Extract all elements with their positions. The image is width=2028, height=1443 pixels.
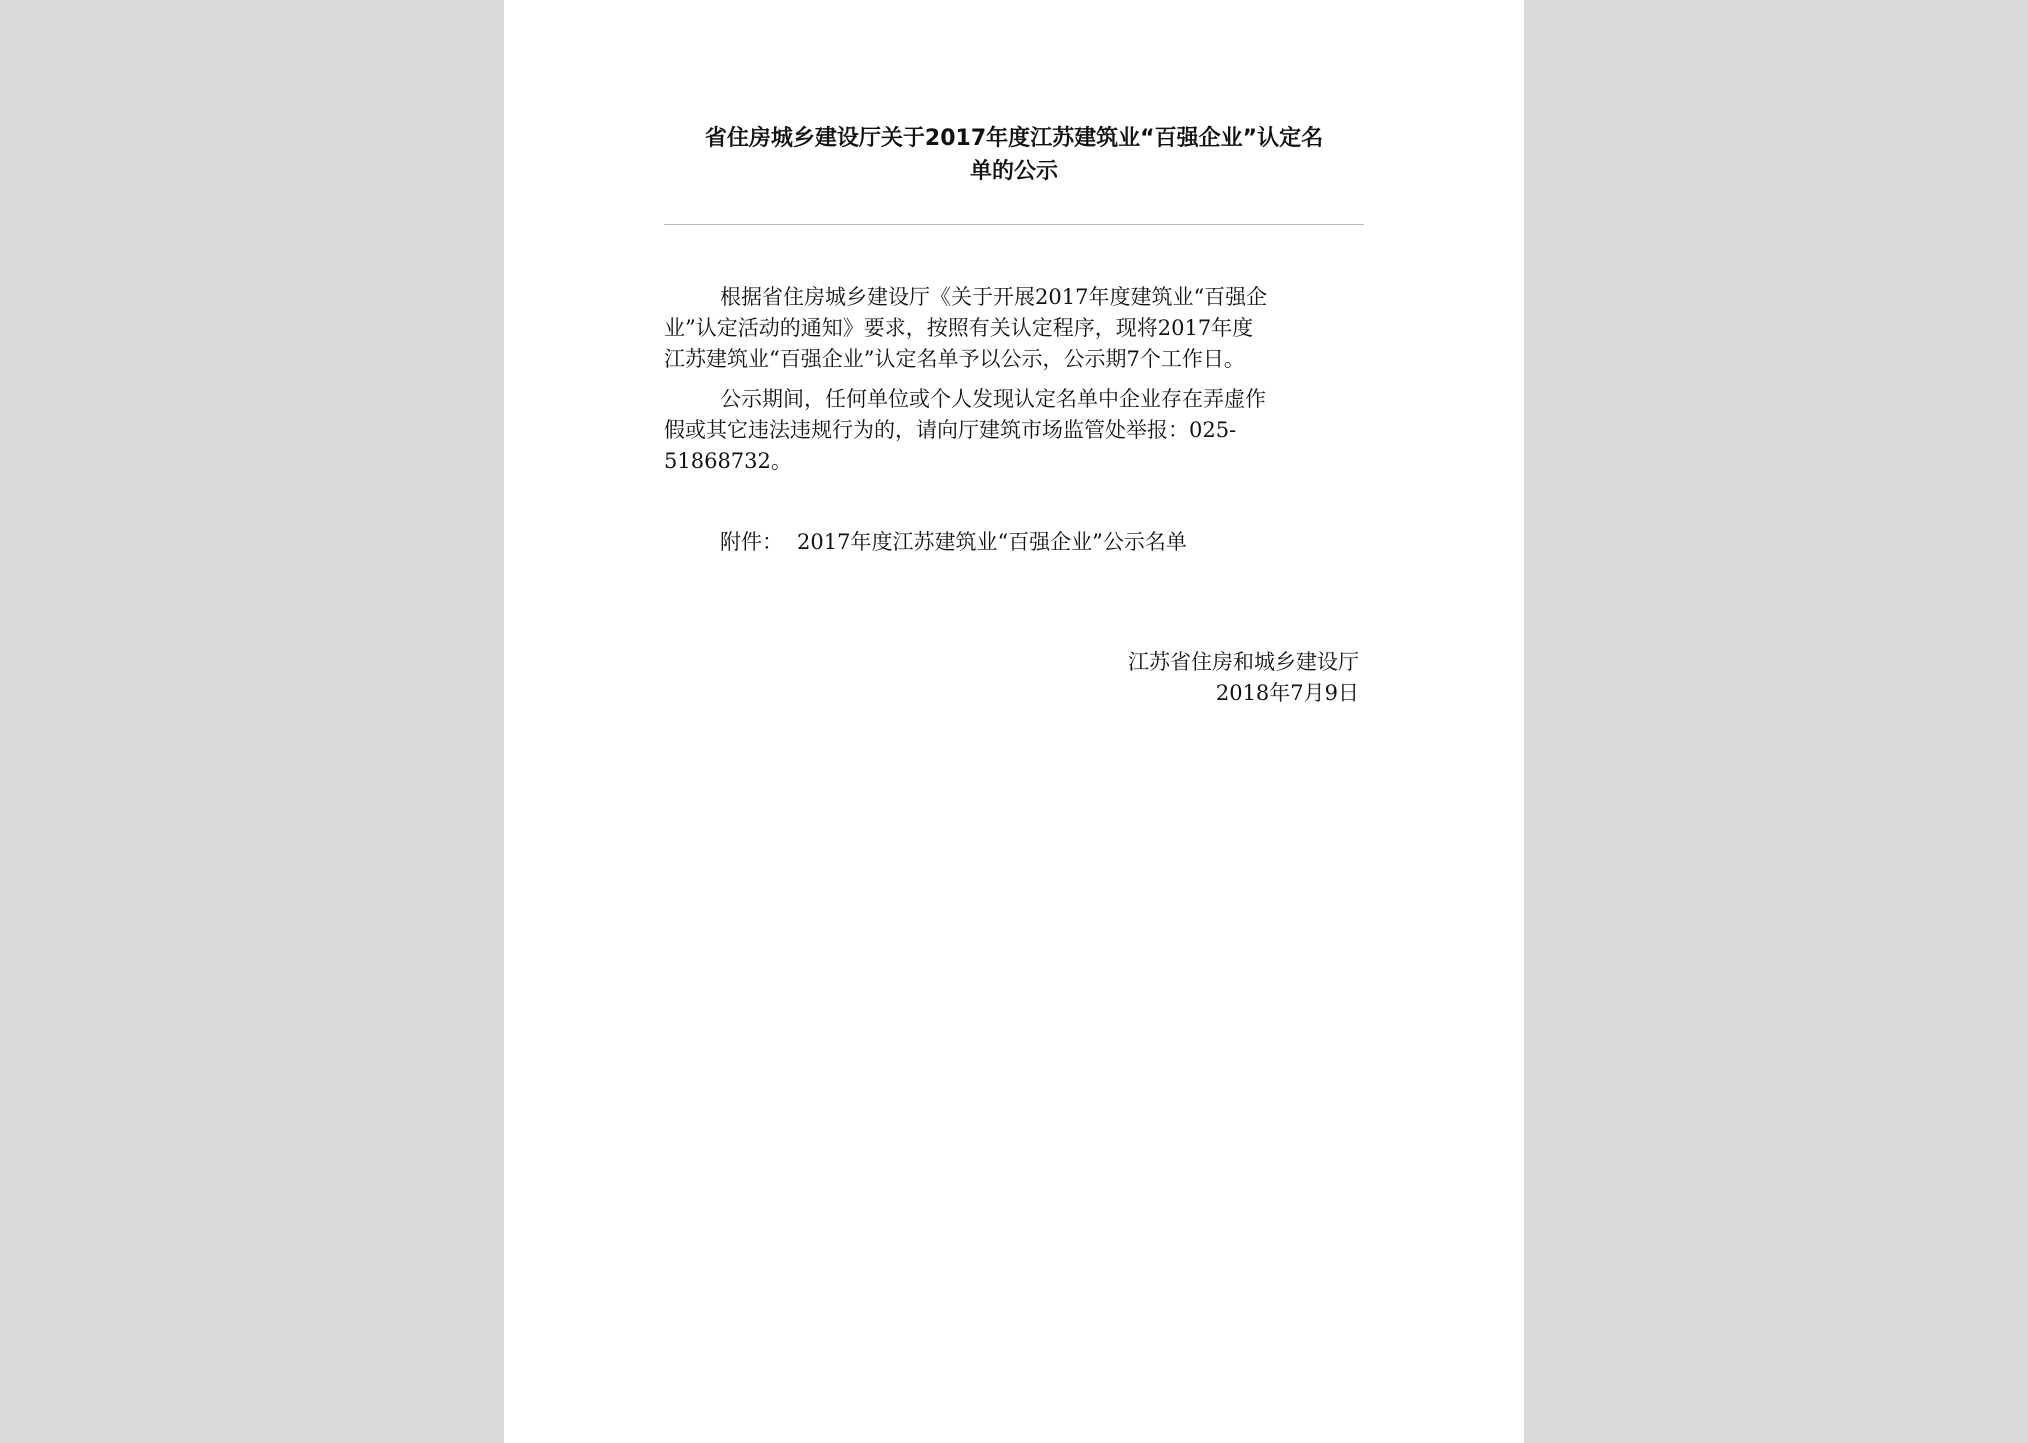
attachment-line bbox=[720, 527, 1187, 558]
document-title bbox=[664, 122, 1364, 188]
paragraph-report-contact bbox=[664, 384, 1364, 477]
paragraph-line: 江苏建筑业“百强企业”认定名单予以公示，公示期7个工作日。 bbox=[664, 347, 1245, 371]
title-line-2: 单的公示 bbox=[969, 159, 1058, 184]
title-line-1: 省住房城乡建设厅关于2017年度江苏建筑业“百强企业”认定名 bbox=[704, 126, 1324, 151]
document-page bbox=[504, 0, 1524, 1443]
paragraph-line: 业”认定活动的通知》要求，按照有关认定程序，现将2017年度 bbox=[664, 316, 1254, 340]
signature-block bbox=[1128, 647, 1359, 709]
title-divider bbox=[664, 224, 1364, 225]
paragraph-line: 根据省住房城乡建设厅《关于开展2017年度建筑业“百强企 bbox=[720, 285, 1268, 309]
paragraph-announcement bbox=[664, 282, 1364, 375]
paragraph-line: 假或其它违法违规行为的，请向厅建筑市场监管处举报：025- bbox=[664, 418, 1237, 442]
paragraph-line: 51868732。 bbox=[664, 449, 792, 473]
attachment-label: 附件： bbox=[720, 530, 783, 554]
paragraph-line: 公示期间，任何单位或个人发现认定名单中企业存在弄虚作 bbox=[720, 387, 1266, 411]
signature-date: 2018年7月9日 bbox=[1215, 681, 1359, 705]
signature-organization: 江苏省住房和城乡建设厅 bbox=[1128, 650, 1359, 674]
attachment-link[interactable]: 2017年度江苏建筑业“百强企业”公示名单 bbox=[797, 530, 1187, 554]
